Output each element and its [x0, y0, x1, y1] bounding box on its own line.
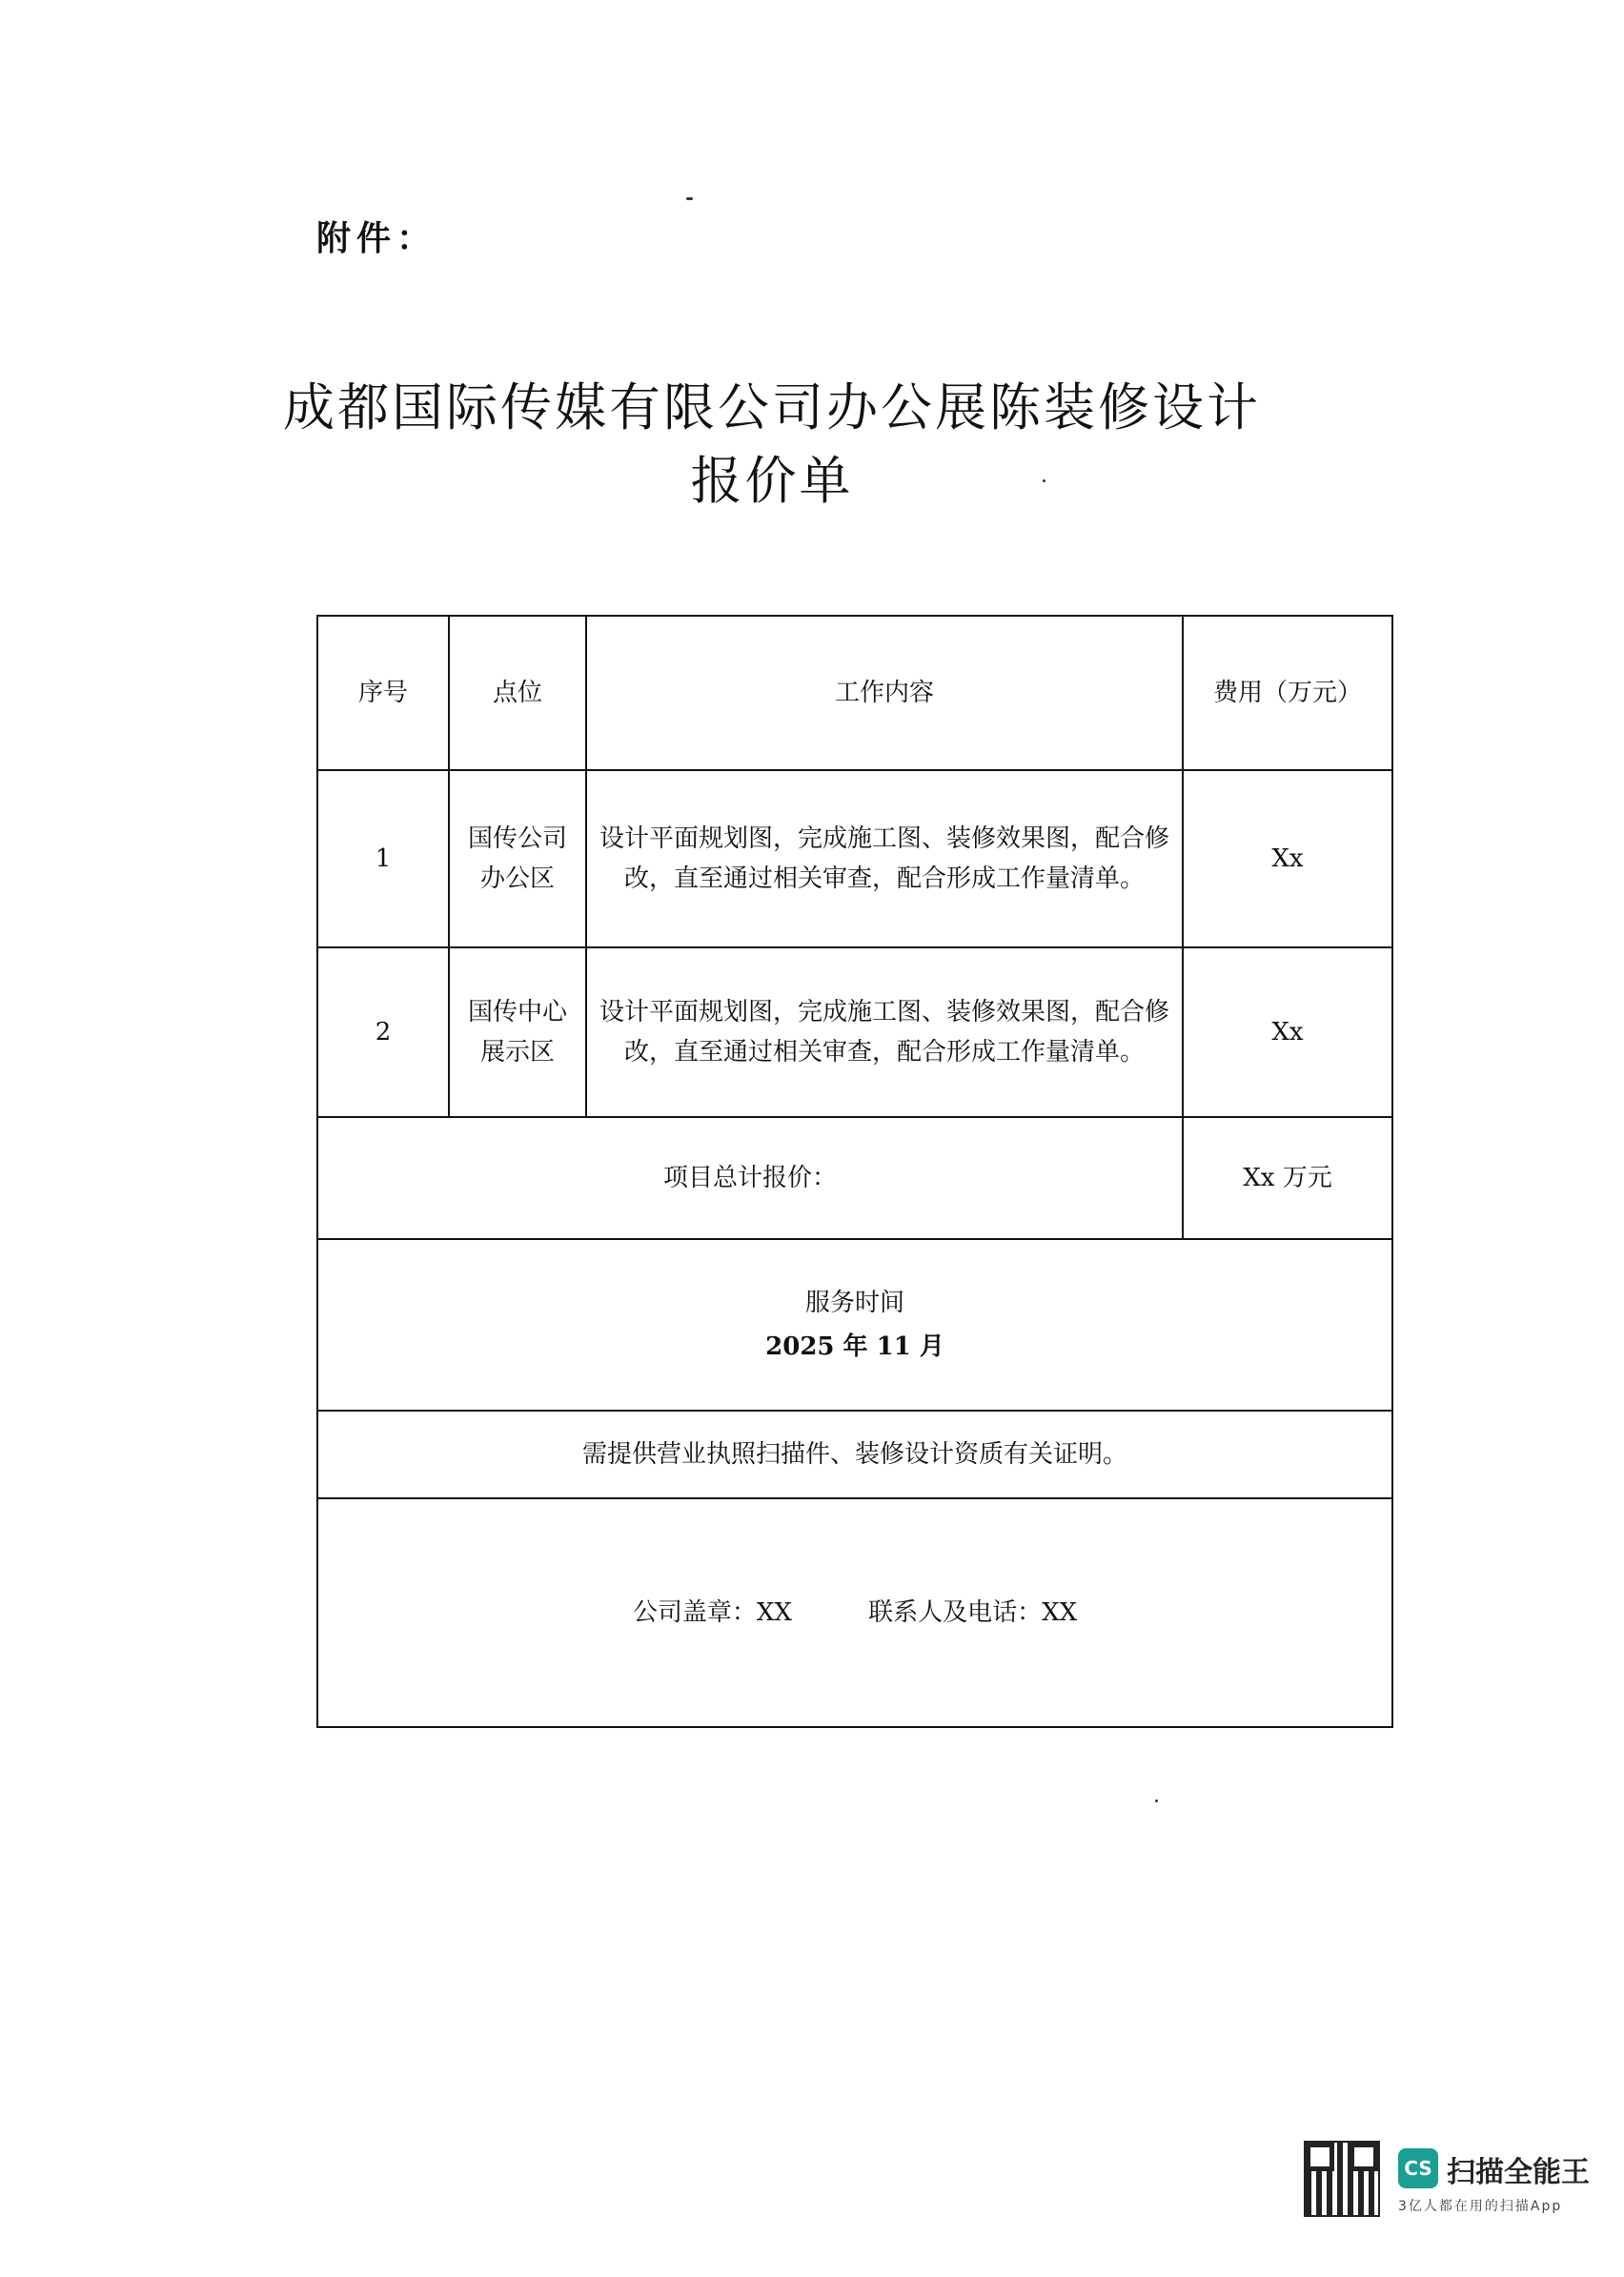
qr-code-icon: [1306, 2143, 1378, 2215]
document-title-line1: 成都国际传媒有限公司办公展陈装修设计: [283, 377, 1261, 437]
contact-phone: 联系人及电话：XX: [868, 1598, 1078, 1627]
row-fee: Xx: [1183, 947, 1392, 1117]
signature-cell: [317, 1498, 1392, 1727]
signature-row: [317, 1498, 1392, 1727]
row-content: 设计平面规划图，完成施工图、装修效果图，配合修改，直至通过相关审查，配合形成工作量清单。: [586, 947, 1183, 1117]
header-fee: 费用（万元）: [1183, 616, 1392, 770]
table-header-row: [317, 616, 1392, 770]
row-no: 2: [317, 947, 449, 1117]
watermark-brand: 扫描全能王: [1447, 2156, 1590, 2189]
total-label: 项目总计报价：: [317, 1117, 1183, 1239]
service-time-value: 2025 年 11 月: [765, 1332, 944, 1361]
header-no: 序号: [317, 616, 449, 770]
row-location: 国传公司办公区: [449, 770, 586, 947]
service-time-label: 服务时间: [804, 1289, 904, 1317]
scan-speck: [1155, 1799, 1158, 1802]
requirement-row: [317, 1411, 1392, 1498]
quotation-table: [316, 615, 1393, 1728]
company-stamp: 公司盖章：XX: [632, 1598, 792, 1627]
service-time-cell: [317, 1239, 1392, 1411]
watermark-slogan: 3亿人都在用的扫描App: [1398, 2199, 1563, 2214]
header-location: 点位: [449, 616, 586, 770]
scan-speck: [686, 197, 693, 200]
row-location: 国传中心展示区: [449, 947, 586, 1117]
table-row: [317, 770, 1392, 947]
attachment-label: 附件：: [316, 219, 437, 258]
camscanner-logo-icon: CS: [1398, 2148, 1438, 2188]
service-time-row: [317, 1239, 1392, 1411]
table-row: [317, 947, 1392, 1117]
total-value: Xx 万元: [1183, 1117, 1392, 1239]
total-row: [317, 1117, 1392, 1239]
row-content: 设计平面规划图，完成施工图、装修效果图，配合修改，直至通过相关审查，配合形成工作量清单。: [586, 770, 1183, 947]
row-fee: Xx: [1183, 770, 1392, 947]
row-no: 1: [317, 770, 449, 947]
header-content: 工作内容: [586, 616, 1183, 770]
document-title-line2: 报价单: [690, 451, 854, 511]
requirement-text: 需提供营业执照扫描件、装修设计资质有关证明。: [317, 1411, 1392, 1498]
